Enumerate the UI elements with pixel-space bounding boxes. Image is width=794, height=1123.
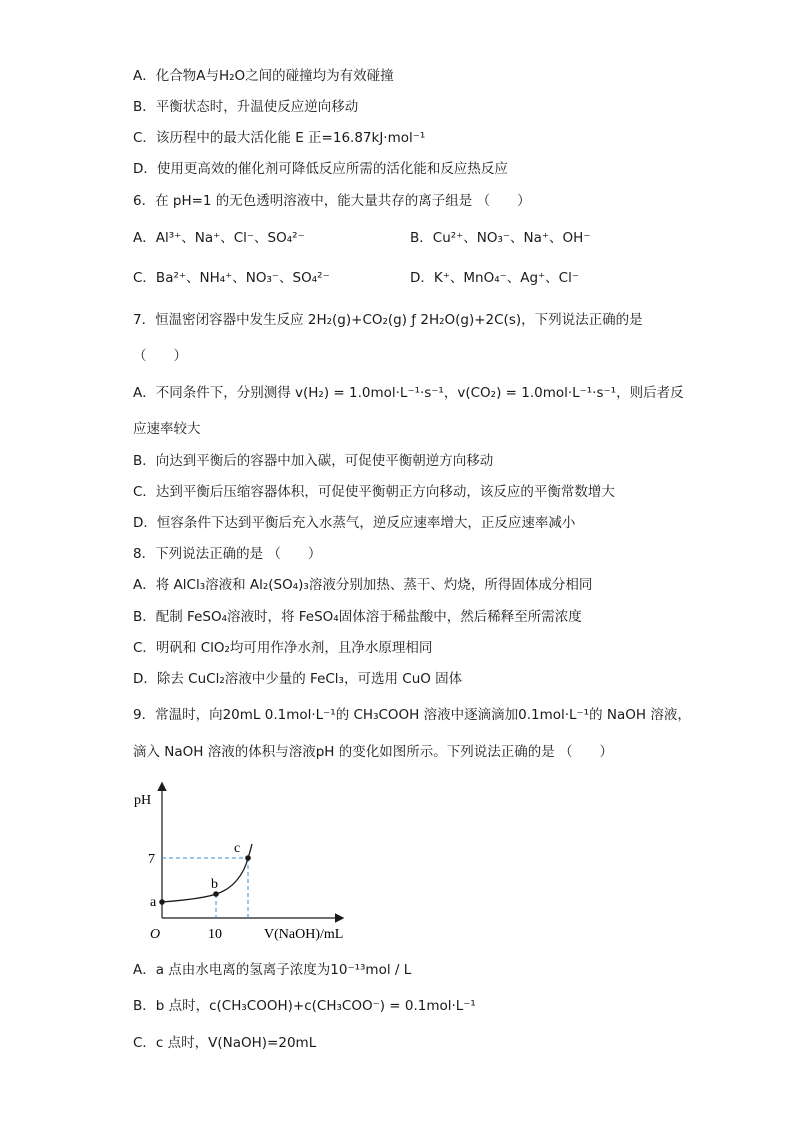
- q9-option-c: C．c 点时，V(NaOH)=20mL: [133, 1035, 317, 1051]
- x-axis-label: V(NaOH)/mL: [264, 927, 344, 942]
- point-b-label: b: [211, 877, 218, 892]
- q8-option-b: B．配制 FeSO₄溶液时，将 FeSO₄固体溶于稀盐酸中，然后稀释至所需浓度: [133, 609, 582, 625]
- q9-option-b: B．b 点时，c(CH₃COOH)+c(CH₃COO⁻) = 0.1mol·L⁻¹: [133, 998, 476, 1014]
- y-axis-label: pH: [134, 793, 152, 808]
- q6-option-b: B．Cu²⁺、NO₃⁻、Na⁺、OH⁻: [410, 230, 591, 246]
- x-tick-label: 10: [208, 927, 222, 942]
- q7-option-c: C．达到平衡后压缩容器体积，可促使平衡朝正方向移动，该反应的平衡常数增大: [133, 484, 615, 500]
- q9-stem-line2: 滴入 NaOH 溶液的体积与溶液pH 的变化如图所示。下列说法正确的是 （ ）: [133, 744, 614, 760]
- q5-option-d: D．使用更高效的催化剂可降低反应所需的活化能和反应热反应: [133, 161, 508, 177]
- q8-option-c: C．明矾和 ClO₂均可用作净水剂，且净水原理相同: [133, 640, 433, 656]
- q9-option-a: A．a 点由水电离的氢离子浓度为10⁻¹³mol / L: [133, 962, 412, 978]
- q5-option-a: A．化合物A与H₂O之间的碰撞均为有效碰撞: [133, 68, 394, 84]
- q7-option-b: B．向达到平衡后的容器中加入碳，可促使平衡朝逆方向移动: [133, 453, 494, 469]
- q7-option-a-line1: A．不同条件下，分别测得 v(H₂) = 1.0mol·L⁻¹·s⁻¹，v(CO₂) = 1.0mol·L⁻¹·s⁻¹，则后者反: [133, 385, 684, 401]
- q7-stem-line1: 7．恒温密闭容器中发生反应 2H₂(g)+CO₂(g) ƒ 2H₂O(g)+2C(s)，下列说法正确的是: [133, 312, 643, 328]
- q6-option-c: C．Ba²⁺、NH₄⁺、NO₃⁻、SO₄²⁻: [133, 270, 330, 286]
- q8-option-a: A．将 AlCl₃溶液和 Al₂(SO₄)₃溶液分别加热、蒸干、灼烧，所得固体成分相同: [133, 577, 593, 593]
- y-tick-label: 7: [148, 852, 155, 867]
- q6-stem: 6．在 pH=1 的无色透明溶液中，能大量共存的离子组是 （ ）: [133, 193, 531, 209]
- point-c-label: c: [234, 841, 241, 856]
- point-a-marker: [159, 899, 165, 905]
- point-a-label: a: [150, 895, 157, 910]
- q5-option-c: C．该历程中的最大活化能 E 正=16.87kJ·mol⁻¹: [133, 130, 426, 146]
- point-c-marker: [245, 855, 251, 861]
- q7-option-d: D．恒容条件下达到平衡后充入水蒸气，逆反应速率增大，正反应速率减小: [133, 515, 576, 531]
- q6-option-a: A．Al³⁺、Na⁺、Cl⁻、SO₄²⁻: [133, 230, 305, 246]
- q9-stem-line1: 9．常温时，向20mL 0.1mol·L⁻¹的 CH₃COOH 溶液中逐滴滴加0.1mol·L⁻¹的 NaOH 溶液，: [133, 707, 691, 723]
- q6-option-d: D．K⁺、MnO₄⁻、Ag⁺、Cl⁻: [410, 270, 579, 286]
- q8-option-d: D．除去 CuCl₂溶液中少量的 FeCl₃，可选用 CuO 固体: [133, 671, 463, 687]
- point-b-marker: [213, 891, 219, 897]
- titration-curve-figure: [128, 770, 368, 950]
- q7-stem-line2: （ ）: [133, 348, 187, 364]
- q5-option-b: B．平衡状态时，升温使反应逆向移动: [133, 99, 359, 115]
- q7-option-a-line2: 应速率较大: [133, 421, 201, 437]
- origin-label: O: [150, 927, 161, 942]
- q8-stem: 8．下列说法正确的是 （ ）: [133, 546, 322, 562]
